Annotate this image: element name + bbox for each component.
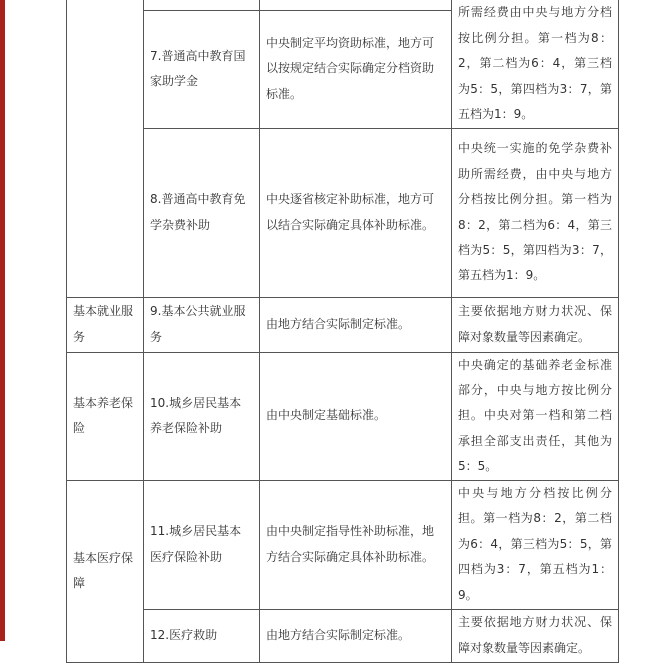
item-cell: 8.普通高中教育免学杂费补助 [144,128,260,297]
category-cell: 基本就业服务 [67,297,144,352]
standard-cell: 中央逐省核定补助标准，地方可以结合实际确定具体补助标准。 [260,128,452,297]
category-cell: 基本养老保险 [67,352,144,480]
sharing-cell: 主要依据地方财力状况、保障对象数量等因素确定。 [452,609,619,662]
item-cell: 7.普通高中教育国家助学金 [144,10,260,128]
table-row [67,128,619,297]
category-cell [67,0,144,297]
standard-cell: 由地方结合实际制定标准。 [260,297,452,352]
item-cell: 11.城乡居民基本医疗保险补助 [144,480,260,609]
sharing-cell: 中央与地方分档按比例分担。第一档为8：2，第二档为6：4，第三档为5：5，第四档为3：7，第五档为1：9。 [452,480,619,609]
standard-cell: 中央制定平均资助标准，地方可以按规定结合实际确定分档资助标准。 [260,10,452,128]
item-cell: 10.城乡居民基本养老保险补助 [144,352,260,480]
standard-cell [260,0,452,10]
table-row [67,480,619,609]
table-row [67,609,619,662]
standard-cell: 由地方结合实际制定标准。 [260,609,452,662]
item-cell [144,0,260,10]
table-row [67,297,619,352]
category-cell: 基本医疗保障 [67,480,144,662]
sharing-cell: 主要依据地方财力状况、保障对象数量等因素确定。 [452,297,619,352]
sharing-cell: 中央确定的基础养老金标准部分，中央与地方按比例分担。中央对第一档和第二档承担全部支出责任，其他为5：5。 [452,352,619,480]
item-cell: 9.基本公共就业服务 [144,297,260,352]
standard-cell: 由中央制定基础标准。 [260,352,452,480]
sharing-cell: 所需经费由中央与地方分档按比例分担。第一档为8：2，第二档为6：4，第三档为5：5，第四档为3：7，第五档为1：9。 [452,0,619,128]
sharing-cell: 中央统一实施的免学杂费补助所需经费，由中央与地方分档按比例分担。第一档为8：2，第二档为6：4，第三档为5：5，第四档为3：7，第五档为1：9。 [452,128,619,297]
item-cell: 12.医疗救助 [144,609,260,662]
standard-cell: 由中央制定指导性补助标准，地方结合实际确定具体补助标准。 [260,480,452,609]
table-row [67,352,619,480]
table-row [67,0,619,10]
fiscal-responsibility-table [66,0,619,663]
left-red-border [0,0,5,641]
